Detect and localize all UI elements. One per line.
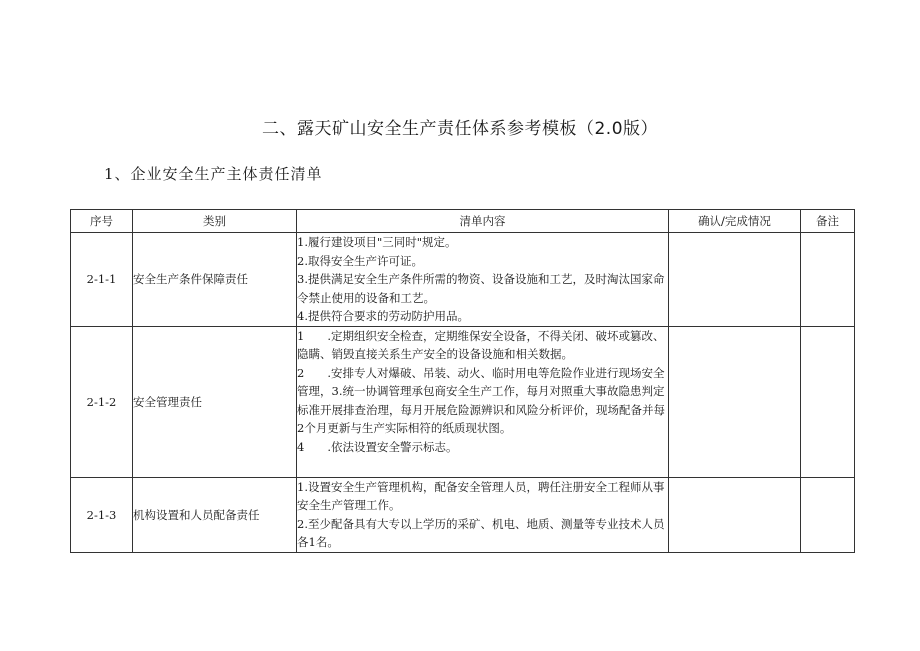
page-title: 二、露天矿山安全生产责任体系参考模板（2.0版） [261, 119, 659, 139]
header-category: 类别 [133, 210, 297, 233]
row-category: 机构设置和人员配备责任 [133, 477, 297, 552]
content-item: 4 .依法设置安全警示标志。 [297, 439, 458, 454]
content-item: 3.提供满足安全生产条件所需的物资、设备设施和工艺，及时淘汰国家命令禁止使用的设备和工艺。 [297, 272, 665, 305]
content-item: 1.设置安全生产管理机构，配备安全管理人员，聘任注册安全工程师从事安全生产管理工作。 [297, 479, 665, 512]
table-header-row [71, 210, 855, 233]
row-note-cell[interactable] [801, 326, 855, 477]
content-item: 2 .安排专人对爆破、吊装、动火、临时用电等危险作业进行现场安全管理，3.统一协调管理承包商安全生产工作，每月对照重大事故隐患判定标准开展排查治理，每月开展危险源辨识和风险分析评价，现场配备并每2个月更新与生产实际相符的纸质现状图。 [297, 365, 665, 435]
row-content [297, 326, 669, 477]
header-status: 确认/完成情况 [669, 210, 801, 233]
header-note: 备注 [801, 210, 855, 233]
header-seq: 序号 [71, 210, 133, 233]
content-item: 2.取得安全生产许可证。 [297, 253, 423, 268]
row-status-cell[interactable] [669, 477, 801, 552]
content-item: 4.提供符合要求的劳动防护用品。 [297, 309, 469, 323]
row-seq: 2-1-2 [71, 326, 133, 477]
header-content: 清单内容 [297, 210, 669, 233]
row-note-cell[interactable] [801, 477, 855, 552]
responsibility-table [70, 209, 855, 553]
row-note-cell[interactable] [801, 233, 855, 327]
row-status-cell[interactable] [669, 233, 801, 327]
content-item: 1.履行建设项目"三同时"规定。 [297, 235, 457, 249]
content-item: 2.至少配备具有大专以上学历的采矿、机电、地质、测量等专业技术人员各1名。 [297, 516, 665, 549]
row-status-cell[interactable] [669, 326, 801, 477]
row-seq: 2-1-3 [71, 477, 133, 552]
content-item: 1 .定期组织安全检查，定期维保安全设备，不得关闭、破坏或篡改、隐瞒、销毁直接关系生产安全的设备设施和相关数据。 [297, 328, 665, 361]
table-row [71, 477, 855, 552]
table-row [71, 326, 855, 477]
section-title: 1、企业安全生产主体责任清单 [104, 165, 323, 183]
table-row [71, 233, 855, 327]
row-seq: 2-1-1 [71, 233, 133, 327]
row-category: 安全生产条件保障责任 [133, 233, 297, 327]
row-content [297, 477, 669, 552]
row-category: 安全管理责任 [133, 326, 297, 477]
row-content [297, 233, 669, 327]
